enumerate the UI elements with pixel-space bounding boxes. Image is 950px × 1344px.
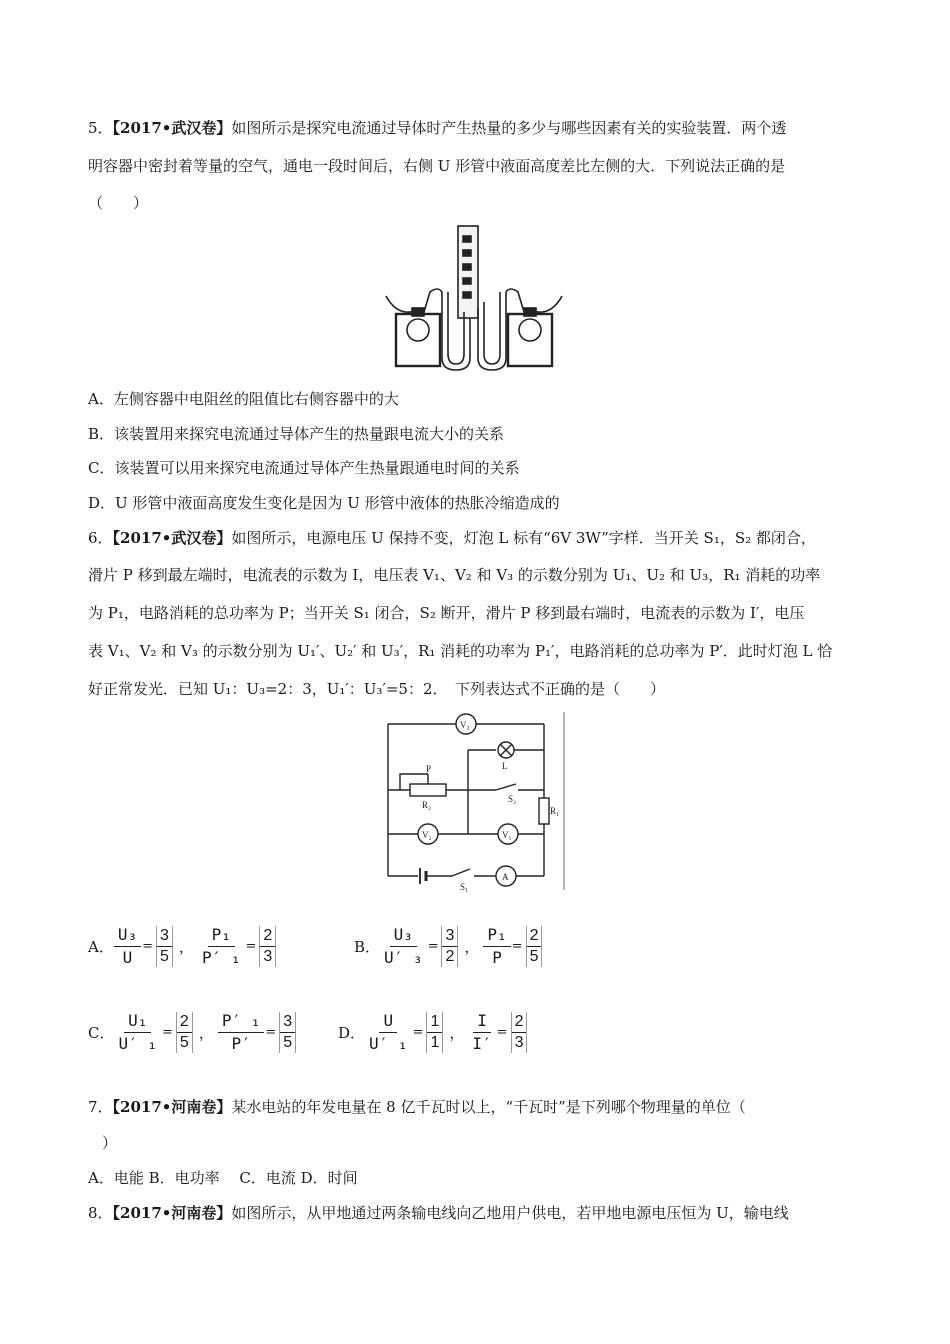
- q6-line-4: 表 V₁、V₂ 和 V₃ 的示数分别为 U₁′、U₂′ 和 U₃′，R₁ 消耗的功率为 P₁′，电路消耗的总功率为 P′．此时灯泡 L 恰: [88, 642, 833, 660]
- q7-source-tag: 【2017•河南卷】: [112, 1098, 232, 1116]
- q5-line-2: 明容器中密封着等量的空气，通电一段时间后，右侧 U 形管中液面高度差比左侧的大．下列说法正确的是: [88, 157, 786, 175]
- q7-line-2: ）: [102, 1134, 118, 1152]
- q6-option-c: C． $\frac{\text{U₁}}{\text{U′ ₁}}$ = $\frac{2}{5}$ ， $\frac{\text{P′ ₁}}{P'}$ = $\frac{3}{5}$: [88, 1010, 298, 1055]
- q6-option-b: B． $\frac{\text{U₃}}{\text{U′ ₃}}$ = $\frac{3}{2}$ ， $\frac{\text{P₁}}{P}$ = $\frac{2}{5}$: [354, 924, 544, 969]
- q5-option-c: C．该装置可以用来探究电流通过导体产生热量跟通电时间的关系: [88, 459, 520, 477]
- circuit-s1-label: S₁: [460, 882, 469, 892]
- q6-line-1: 6．【2017•武汉卷】如图所示，电源电压 U 保持不变，灯泡 L 标有“6V 3W”字样．当开关 S₁，S₂ 都闭合，: [88, 529, 816, 547]
- q6-option-d: D． $\frac{U}{\text{U′ ₁}}$ = $\frac{1}{1}$ ， $\frac{I}{I'}$ = $\frac{2}{3}$: [338, 1010, 529, 1055]
- circuit-v2-label: V₂: [422, 830, 432, 840]
- circuit-s2-label: S₂: [508, 794, 517, 804]
- q8-line-1: 8．【2017•河南卷】如图所示，从甲地通过两条输电线向乙地用户供电，若甲地电源电压恒为 U，输电线: [88, 1204, 789, 1222]
- q6-circuit-figure: [384, 710, 569, 892]
- circuit-v3-label: V₃: [460, 720, 470, 730]
- q6-line-2: 滑片 P 移到最左端时，电流表的示数为 I，电压表 V₁、V₂ 和 V₃ 的示数分别为 U₁、U₂ 和 U₃，R₁ 消耗的功率: [88, 566, 821, 584]
- q5-option-a: A．左侧容器中电阻丝的阻值比右侧容器中的大: [88, 390, 399, 408]
- circuit-r2-label: R₂: [422, 800, 432, 810]
- q5-line-3: （ ）: [88, 194, 149, 212]
- q7-options: A．电能 B．电功率 C．电流 D．时间: [88, 1169, 358, 1187]
- circuit-a-label: A: [502, 872, 509, 882]
- q7-line-1: 7．【2017•河南卷】某水电站的年发电量在 8 亿千瓦时以上，“千瓦时”是下列哪个物理量的单位（: [88, 1098, 746, 1116]
- q5-source-tag: 【2017•武汉卷】: [112, 119, 232, 137]
- q6-option-a: A． $\frac{\text{U₃}}{U}$ = $\frac{3}{5}$ ， $\frac{\text{P₁}}{\text{P′ ₁}}$ = $\frac{2}{3}$: [88, 924, 278, 969]
- circuit-l-label: L: [502, 761, 508, 771]
- q8-source-tag: 【2017•河南卷】: [112, 1204, 232, 1222]
- q6-line-3: 为 P₁，电路消耗的总功率为 P；当开关 S₁ 闭合，S₂ 断开，滑片 P 移到最右端时，电流表的示数为 I′，电压: [88, 604, 805, 622]
- circuit-v1-label: V₁: [502, 830, 512, 840]
- q5-option-b: B．该装置用来探究电流通过导体产生的热量跟电流大小的关系: [88, 425, 505, 443]
- circuit-p-label: P: [426, 764, 432, 774]
- circuit-r1-label: R₁: [550, 806, 560, 816]
- q5-option-d: D．U 形管中液面高度发生变化是因为 U 形管中液体的热胀冷缩造成的: [88, 494, 560, 512]
- q6-source-tag: 【2017•武汉卷】: [112, 529, 232, 547]
- q6-line-5: 好正常发光．已知 U₁：U₃=2：3，U₁′：U₃′=5：2． 下列表达式不正确的是（ ）: [88, 680, 666, 698]
- q5-apparatus-figure: [384, 222, 564, 372]
- q5-line-1: 5．【2017•武汉卷】如图所示是探究电流通过导体时产生热量的多少与哪些因素有关的实验装置．两个透: [88, 119, 787, 137]
